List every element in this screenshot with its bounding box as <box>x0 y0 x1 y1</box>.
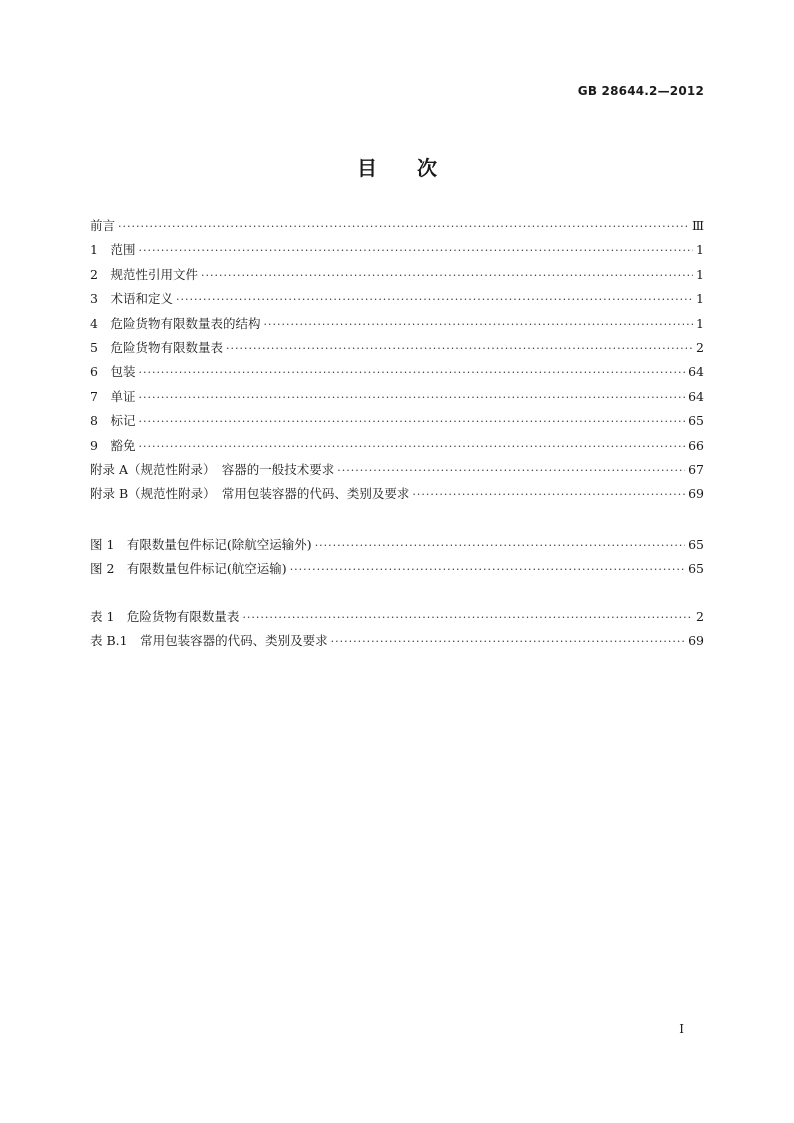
toc-entry[interactable] <box>90 484 704 508</box>
toc-dot-leader <box>138 440 685 453</box>
toc-dot-leader <box>118 220 689 233</box>
toc-entry-label: 5 危险货物有限数量表 <box>90 339 223 355</box>
toc-entry[interactable] <box>90 607 704 631</box>
toc-entry-page: 69 <box>688 486 704 502</box>
toc-entry[interactable] <box>90 265 704 289</box>
toc-dot-leader <box>290 563 685 576</box>
toc-entry-page: 1 <box>696 266 704 282</box>
toc-entry-label: 1 范围 <box>90 242 136 258</box>
toc-entry[interactable] <box>90 362 704 386</box>
toc-entry-page: 69 <box>688 633 704 649</box>
standard-code: GB 28644.2—2012 <box>577 84 704 98</box>
toc-entry-label: 表 1 危险货物有限数量表 <box>90 609 240 624</box>
toc-entry-page: 64 <box>688 364 704 380</box>
toc-entry-page: 1 <box>696 291 704 307</box>
toc-entry[interactable] <box>90 216 704 240</box>
toc-entry-page: 64 <box>688 388 704 404</box>
toc-figures-list <box>90 535 704 584</box>
toc-entry-page: 65 <box>688 561 704 577</box>
toc-main-list <box>90 216 704 509</box>
page-title: 目次 <box>357 156 477 180</box>
toc-entry[interactable] <box>90 631 704 655</box>
toc-entry-label: 6 包装 <box>90 364 136 380</box>
toc-entry-label: 4 危险货物有限数量表的结构 <box>90 315 261 331</box>
toc-entry-page: 65 <box>688 537 704 552</box>
toc-entry-label: 前言 <box>90 218 116 233</box>
toc-entry-page: 67 <box>688 461 704 477</box>
toc-entry-page: 66 <box>688 437 704 453</box>
toc-dot-leader <box>331 635 686 648</box>
toc-entry[interactable] <box>90 436 704 460</box>
toc-dot-leader <box>263 318 693 331</box>
toc-dot-leader <box>138 366 685 379</box>
toc-entry[interactable] <box>90 240 704 264</box>
toc-entry-page: 1 <box>696 242 704 258</box>
toc-dot-leader <box>412 488 685 501</box>
toc-entry-label: 附录 B（规范性附录） 常用包装容器的代码、类别及要求 <box>90 486 410 502</box>
toc-dot-leader <box>138 415 685 428</box>
page-number: I <box>679 1022 684 1036</box>
toc-entry-label: 7 单证 <box>90 388 136 404</box>
toc-entry-page: Ⅲ <box>691 218 704 233</box>
toc-entry[interactable] <box>90 411 704 435</box>
toc-dot-leader <box>201 269 693 282</box>
toc-entry-page: 65 <box>688 413 704 429</box>
toc-entry[interactable] <box>90 559 704 583</box>
toc-entry-label: 附录 A（规范性附录） 容器的一般技术要求 <box>90 461 335 477</box>
toc-dot-leader <box>138 244 693 257</box>
toc-entry[interactable] <box>90 460 704 484</box>
toc-entry-label: 2 规范性引用文件 <box>90 266 198 282</box>
toc-entry[interactable] <box>90 314 704 338</box>
toc-dot-leader <box>176 293 693 306</box>
toc-dot-leader <box>138 391 685 404</box>
toc-entry-label: 图 2 有限数量包件标记(航空运输) <box>90 561 287 577</box>
toc-entry-page: 2 <box>696 339 704 355</box>
toc-entry-label: 9 豁免 <box>90 437 136 453</box>
toc-dot-leader <box>315 539 685 552</box>
toc-entry-label: 8 标记 <box>90 413 136 429</box>
toc-tables-list <box>90 607 704 656</box>
toc-entry-label: 3 术语和定义 <box>90 291 173 307</box>
toc-entry-page: 2 <box>696 609 704 624</box>
toc-entry[interactable] <box>90 387 704 411</box>
toc-dot-leader <box>337 464 685 477</box>
toc-entry[interactable] <box>90 338 704 362</box>
toc-entry-label: 图 1 有限数量包件标记(除航空运输外) <box>90 537 312 552</box>
toc-dot-leader <box>242 611 693 624</box>
toc-entry-page: 1 <box>696 315 704 331</box>
toc-entry[interactable] <box>90 289 704 313</box>
toc-entry-label: 表 B.1 常用包装容器的代码、类别及要求 <box>90 633 328 649</box>
toc-entry[interactable] <box>90 535 704 559</box>
toc-dot-leader <box>226 342 693 355</box>
